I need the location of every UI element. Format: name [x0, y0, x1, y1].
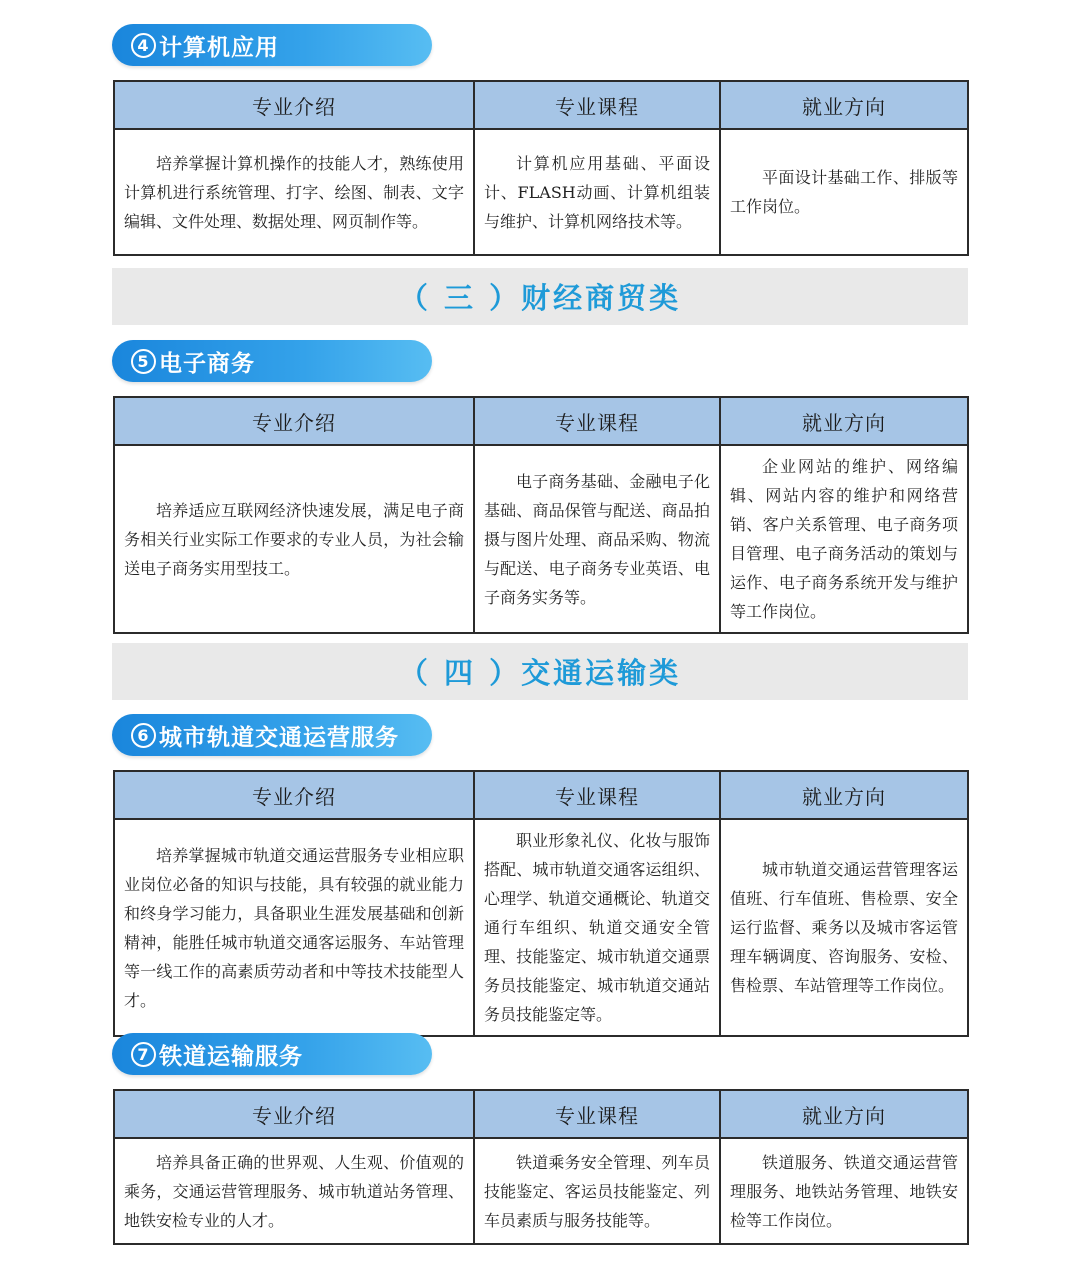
category-label: （ 四 ）交通运输类 [398, 656, 682, 690]
cell-courses: 铁道乘务安全管理、列车员技能鉴定、客运员技能鉴定、列车员素质与服务技能等。 [474, 1138, 720, 1244]
header-courses: 专业课程 [474, 397, 720, 445]
number-badge: 4 [131, 33, 156, 58]
cell-intro: 培养掌握城市轨道交通运营服务专业相应职业岗位必备的知识与技能，具有较强的就业能力和终身学习能力，具备职业生涯发展基础和创新精神，能胜任城市轨道交通客运服务、车站管理等一线工作的高素质劳动者和中等技术技能型人才。 [114, 819, 474, 1036]
category-banner-transport [112, 643, 968, 700]
cell-courses: 职业形象礼仪、化妆与服饰搭配、城市轨道交通客运组织、心理学、轨道交通概论、轨道交通行车组织、轨道交通安全管理、技能鉴定、城市轨道交通票务员技能鉴定、城市轨道交通站务员技能鉴定等。 [474, 819, 720, 1036]
cell-courses: 电子商务基础、金融电子化基础、商品保管与配送、商品拍摄与图片处理、商品采购、物流与配送、电子商务专业英语、电子商务实务等。 [474, 445, 720, 633]
cell-career: 城市轨道交通运营管理客运值班、行车值班、售检票、安全运行监督、乘务以及城市客运管理车辆调度、咨询服务、安检、售检票、车站管理等工作岗位。 [720, 819, 968, 1036]
major-title-text: 计算机应用 [159, 34, 279, 61]
major-table-metro [113, 770, 969, 1037]
major-title-text: 电子商务 [159, 350, 255, 377]
header-career: 就业方向 [720, 771, 968, 819]
header-intro: 专业介绍 [114, 1090, 474, 1138]
major-title-text: 铁道运输服务 [159, 1043, 303, 1070]
major-table-ecommerce [113, 396, 969, 634]
header-career: 就业方向 [720, 397, 968, 445]
cell-career: 企业网站的维护、网络编辑、网站内容的维护和网络营销、客户关系管理、电子商务项目管理、电子商务活动的策划与运作、电子商务系统开发与维护等工作岗位。 [720, 445, 968, 633]
major-title-metro [112, 714, 432, 756]
major-table-railway [113, 1089, 969, 1245]
category-banner-finance [112, 268, 968, 325]
header-intro: 专业介绍 [114, 81, 474, 129]
header-courses: 专业课程 [474, 771, 720, 819]
cell-intro: 培养适应互联网经济快速发展，满足电子商务相关行业实际工作要求的专业人员，为社会输送电子商务实用型技工。 [114, 445, 474, 633]
cell-career: 铁道服务、铁道交通运营管理服务、地铁站务管理、地铁安检等工作岗位。 [720, 1138, 968, 1244]
number-badge: 5 [131, 349, 156, 374]
major-title-computer [112, 24, 432, 66]
category-label: （ 三 ）财经商贸类 [398, 281, 682, 315]
cell-courses: 计算机应用基础、平面设计、FLASH动画、计算机组装与维护、计算机网络技术等。 [474, 129, 720, 255]
cell-career: 平面设计基础工作、排版等工作岗位。 [720, 129, 968, 255]
header-courses: 专业课程 [474, 81, 720, 129]
major-title-ecommerce [112, 340, 432, 382]
header-intro: 专业介绍 [114, 771, 474, 819]
number-badge: 6 [131, 723, 156, 748]
cell-intro: 培养掌握计算机操作的技能人才，熟练使用计算机进行系统管理、打字、绘图、制表、文字编辑、文件处理、数据处理、网页制作等。 [114, 129, 474, 255]
number-badge: 7 [131, 1042, 156, 1067]
cell-intro: 培养具备正确的世界观、人生观、价值观的乘务，交通运营管理服务、城市轨道站务管理、地铁安检专业的人才。 [114, 1138, 474, 1244]
header-career: 就业方向 [720, 1090, 968, 1138]
header-courses: 专业课程 [474, 1090, 720, 1138]
major-title-text: 城市轨道交通运营服务 [159, 724, 399, 751]
major-table-computer [113, 80, 969, 256]
header-career: 就业方向 [720, 81, 968, 129]
major-title-railway [112, 1033, 432, 1075]
header-intro: 专业介绍 [114, 397, 474, 445]
